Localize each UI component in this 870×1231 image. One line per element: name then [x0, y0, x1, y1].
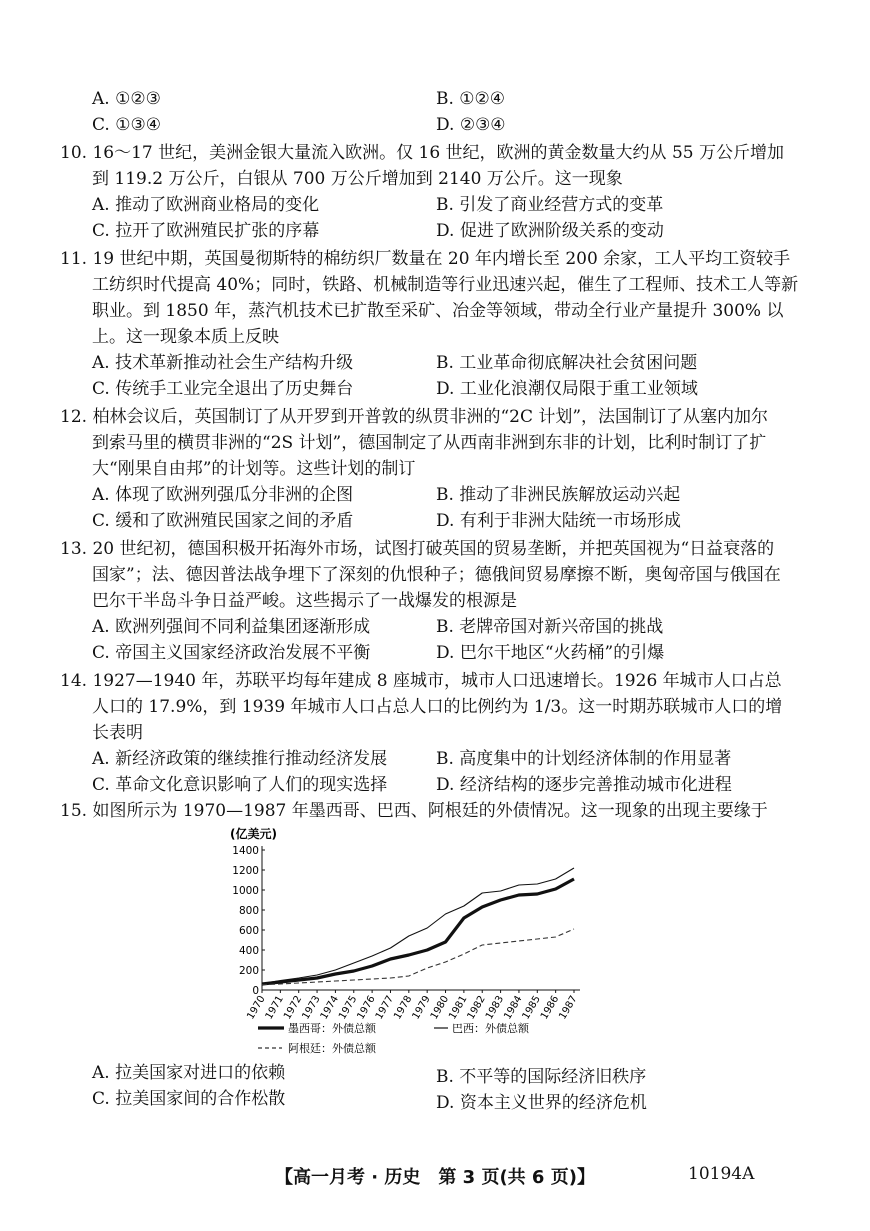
- q12-option-b[interactable]: B. 推动了非洲民族解放运动兴起: [436, 485, 681, 505]
- q11-stem-line4: 上。这一现象本质上反映: [92, 327, 279, 347]
- q12-option-c[interactable]: C. 缓和了欧洲殖民国家之间的矛盾: [92, 511, 354, 531]
- x-tick-label: 1979: [410, 994, 433, 1022]
- prev-option-b[interactable]: B. ①②④: [436, 89, 506, 109]
- q11-stem-line3: 职业。到 1850 年，蒸汽机技术已扩散至采矿、冶金等领域，带动全行业产量提升 300% 以: [92, 301, 784, 321]
- x-tick-label: 1974: [318, 994, 342, 1022]
- x-tick-label: 1982: [465, 994, 488, 1022]
- exam-code: 10194A: [688, 1164, 755, 1184]
- legend-label-brazil: 巴西：外债总额: [452, 1022, 529, 1035]
- q14-stem-line2: 人口的 17.9%，到 1939 年城市人口占总人口的比例约为 1/3。这一时期苏联城市人口的增: [92, 697, 783, 717]
- q14-stem-line3: 长表明: [92, 723, 143, 743]
- series-line-brazil: [262, 868, 574, 984]
- q10-option-a[interactable]: A. 推动了欧洲商业格局的变化: [92, 195, 320, 215]
- y-tick-label: 800: [238, 905, 259, 917]
- prev-option-d[interactable]: D. ②③④: [436, 115, 506, 135]
- y-tick-label: 1400: [232, 845, 259, 857]
- q13-option-c[interactable]: C. 帝国主义国家经济政治发展不平衡: [92, 643, 371, 663]
- x-tick-label: 1981: [447, 994, 470, 1022]
- y-tick-label: 1200: [232, 865, 259, 877]
- x-tick-label: 1986: [538, 994, 562, 1022]
- q12-stem-line2: 到索马里的横贯非洲的“2S 计划”，德国制定了从西南非洲到东非的计划，比利时制订了扩: [92, 433, 767, 453]
- y-tick-label: 400: [238, 945, 259, 957]
- x-tick-label: 1985: [520, 994, 543, 1022]
- x-tick-label: 1987: [557, 994, 580, 1022]
- chart-legend: [258, 1021, 530, 1055]
- y-tick-label: 200: [238, 965, 259, 977]
- chart-axes: [262, 846, 580, 990]
- q13-stem-line2: 国家”；法、德因普法战争埋下了深刻的仇恨种子；德俄间贸易摩擦不断，奥匈帝国与俄国在: [92, 565, 781, 585]
- y-tick-label: 600: [238, 925, 259, 937]
- x-tick-label: 1978: [392, 994, 415, 1022]
- q14-option-a[interactable]: A. 新经济政策的继续推行推动经济发展: [92, 749, 388, 769]
- x-tick-label: 1983: [483, 994, 507, 1022]
- q12-stem-line1: 12. 柏林会议后，英国制订了从开罗到开普敦的纵贯非洲的“2C 计划”，法国制订了从塞内加尔: [60, 407, 769, 427]
- q11-option-a[interactable]: A. 技术革新推动社会生产结构升级: [92, 353, 354, 373]
- x-tick-label: 1976: [355, 994, 378, 1022]
- page-footer: 【高一月考 · 历史 第 3 页(共 6 页)】: [275, 1167, 595, 1188]
- chart-series: [262, 868, 574, 985]
- x-tick-label: 1984: [502, 994, 525, 1022]
- q10-option-d[interactable]: D. 促进了欧洲阶级关系的变动: [436, 221, 664, 241]
- q11-stem-line1: 11. 19 世纪中期，英国曼彻斯特的棉纺织厂数量在 20 年内增长至 200 余家，工人平均工资较手: [60, 249, 791, 269]
- q13-option-d[interactable]: D. 巴尔干地区“火药桶”的引爆: [436, 643, 665, 663]
- q11-option-c[interactable]: C. 传统手工业完全退出了历史舞台: [92, 379, 354, 399]
- x-tick-label: 1977: [373, 994, 397, 1022]
- prev-option-c[interactable]: C. ①③④: [92, 115, 161, 135]
- x-tick-label: 1970: [245, 994, 268, 1022]
- x-tick-label: 1972: [282, 994, 305, 1022]
- q11-option-d[interactable]: D. 工业化浪潮仅局限于重工业领域: [436, 379, 698, 399]
- x-tick-label: 1973: [300, 994, 323, 1022]
- q12-option-a[interactable]: A. 体现了欧洲列强瓜分非洲的企图: [92, 485, 354, 505]
- q10-option-c[interactable]: C. 拉开了欧洲殖民扩张的序幕: [92, 221, 320, 241]
- legend-label-argentina: 阿根廷：外债总额: [288, 1042, 376, 1055]
- x-tick-label: 1975: [337, 994, 360, 1022]
- q11-option-b[interactable]: B. 工业革命彻底解决社会贫困问题: [436, 353, 698, 373]
- q13-stem-line1: 13. 20 世纪初，德国积极开拓海外市场，试图打破英国的贸易垄断，并把英国视为“日益衰落的: [60, 539, 775, 559]
- q10-stem-line1: 10. 16～17 世纪，美洲金银大量流入欧洲。仅 16 世纪，欧洲的黄金数量大约从 55 万公斤增加: [60, 143, 784, 163]
- q14-option-c[interactable]: C. 革命文化意识影响了人们的现实选择: [92, 775, 388, 795]
- x-tick-label: 1971: [263, 994, 286, 1022]
- q14-stem-line1: 14. 1927—1940 年，苏联平均每年建成 8 座城市，城市人口迅速增长。1926 年城市人口占总: [60, 671, 782, 691]
- q14-option-b[interactable]: B. 高度集中的计划经济体制的作用显著: [436, 749, 732, 769]
- q10-option-b[interactable]: B. 引发了商业经营方式的变革: [436, 195, 664, 215]
- q15-option-c[interactable]: C. 拉美国家间的合作松散: [92, 1089, 286, 1109]
- chart-y-ticks: [232, 845, 265, 997]
- q12-option-d[interactable]: D. 有利于非洲大陆统一市场形成: [436, 511, 681, 531]
- chart-y-unit-label: (亿美元): [230, 827, 277, 841]
- q13-option-a[interactable]: A. 欧洲列强间不同利益集团逐渐形成: [92, 617, 371, 637]
- q15-option-d[interactable]: D. 资本主义世界的经济危机: [436, 1093, 647, 1113]
- q15-option-b[interactable]: B. 不平等的国际经济旧秩序: [436, 1067, 647, 1087]
- prev-option-a[interactable]: A. ①②③: [92, 89, 161, 109]
- q11-stem-line2: 工纺织时代提高 40%；同时，铁路、机械制造等行业迅速兴起，催生了工程师、技术工人等新: [92, 275, 799, 295]
- external-debt-chart: [222, 822, 602, 1060]
- q15-stem-line1: 15. 如图所示为 1970—1987 年墨西哥、巴西、阿根廷的外债情况。这一现象的出现主要缘于: [60, 801, 768, 821]
- chart-x-ticks: [245, 990, 579, 1022]
- y-tick-label: 1000: [232, 885, 259, 897]
- y-tick-label: 0: [252, 985, 259, 997]
- legend-label-mexico: 墨西哥：外债总额: [288, 1022, 376, 1035]
- q13-stem-line3: 巴尔干半岛斗争日益严峻。这些揭示了一战爆发的根源是: [92, 591, 517, 611]
- q12-stem-line3: 大“刚果自由邦”的计划等。这些计划的制订: [92, 459, 416, 479]
- q10-stem-line2: 到 119.2 万公斤，白银从 700 万公斤增加到 2140 万公斤。这一现象: [92, 169, 623, 189]
- q15-option-a[interactable]: A. 拉美国家对进口的依赖: [92, 1063, 286, 1083]
- q14-option-d[interactable]: D. 经济结构的逐步完善推动城市化进程: [436, 775, 732, 795]
- q13-option-b[interactable]: B. 老牌帝国对新兴帝国的挑战: [436, 617, 664, 637]
- x-tick-label: 1980: [428, 994, 452, 1022]
